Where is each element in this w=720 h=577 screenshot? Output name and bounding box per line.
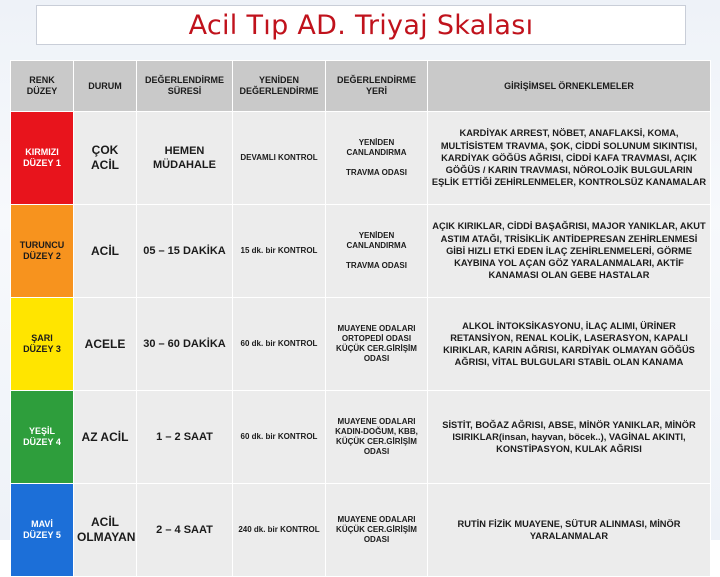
- yer-cell: [326, 112, 428, 205]
- level-cell: [11, 298, 74, 391]
- level-cell: [11, 484, 74, 577]
- header-girisimsel-orneklemeler: GİRİŞİMSEL ÖRNEKLEMELER: [428, 61, 711, 112]
- durum-cell: ÇOK ACİL: [74, 112, 137, 205]
- table-row: [11, 112, 711, 205]
- level-number-label: DÜZEY 1: [23, 158, 61, 168]
- yer-cell: [326, 205, 428, 298]
- sure-cell: 30 – 60 DAKİKA: [137, 298, 233, 391]
- level-number-label: DÜZEY 3: [23, 344, 61, 354]
- yer-primary: YENİDEN CANLANDIRMA: [346, 231, 407, 250]
- sure-cell: 2 – 4 SAAT: [137, 484, 233, 577]
- yer-cell: MUAYENE ODALARI KÜÇÜK CER.GİRİŞİM ODASI: [326, 484, 428, 577]
- yer-secondary: TRAVMA ODASI: [346, 261, 407, 270]
- yeniden-cell: DEVAMLI KONTROL: [233, 112, 326, 205]
- sure-cell: 1 – 2 SAAT: [137, 391, 233, 484]
- durum-cell: ACİL: [74, 205, 137, 298]
- ornek-cell: KARDİYAK ARREST, NÖBET, ANAFLAKSİ, KOMA, MULTİSİSTEM TRAVMA, ŞOK, CİDDİ SOLUNUM SIKINTISI, KARDİYAK GÖĞÜS AĞRISI, CİDDİ KAFA TRAVMASI, AÇIK GÖĞÜS / KARIN TRAVMASI, NÖROLOJİK BULGULARIN EŞLİK ETTİĞİ ZEHİRLENMELER, KONTROLSÜZ KANAMALAR: [428, 112, 711, 205]
- level-color-label: KIRMIZI: [25, 147, 59, 157]
- page-title: Acil Tıp AD. Triyaj Skalası: [188, 9, 534, 41]
- level-color-label: TURUNCU: [19, 240, 65, 250]
- level-number-label: DÜZEY 2: [23, 251, 61, 261]
- yer-secondary: TRAVMA ODASI: [346, 168, 407, 177]
- ornek-cell: AÇIK KIRIKLAR, CİDDİ BAŞAĞRISI, MAJOR YANIKLAR, AKUT ASTIM ATAĞI, TRİSİKLİK ANTİDEPRESAN ZEHİRLENMESİ GİBİ HIZLI ETKİ EDEN İLAÇ ZEHİRLENMELERİ, GÖRME KAYBINA YOL AÇAN GÖZ YARALANMALARI, AKTİF KANAMASI OLAN GEBE HASTALAR: [428, 205, 711, 298]
- sure-cell: HEMEN MÜDAHALE: [137, 112, 233, 205]
- triage-table: [10, 60, 711, 577]
- table-row: [11, 484, 711, 577]
- yeniden-cell: 60 dk. bir KONTROL: [233, 298, 326, 391]
- durum-cell: AZ ACİL: [74, 391, 137, 484]
- header-durum: DURUM: [74, 61, 137, 112]
- sure-cell: 05 – 15 DAKİKA: [137, 205, 233, 298]
- header-degerlendirme-yeri: DEĞERLENDİRME YERİ: [326, 61, 428, 112]
- yer-cell: MUAYENE ODALARI KADIN-DOĞUM, KBB, KÜÇÜK CER.GİRİŞİM ODASI: [326, 391, 428, 484]
- table-row: [11, 298, 711, 391]
- title-box: [36, 5, 686, 45]
- level-number-label: DÜZEY 4: [23, 437, 61, 447]
- level-cell: [11, 112, 74, 205]
- level-color-label: MAVİ: [31, 519, 53, 529]
- table-row: [11, 205, 711, 298]
- durum-cell: ACİL OLMAYAN: [74, 484, 137, 577]
- level-cell: [11, 205, 74, 298]
- level-cell: [11, 391, 74, 484]
- yeniden-cell: 240 dk. bir KONTROL: [233, 484, 326, 577]
- yeniden-cell: 60 dk. bir KONTROL: [233, 391, 326, 484]
- ornek-cell: ALKOL İNTOKSİKASYONU, İLAÇ ALIMI, ÜRİNER RETANSİYON, RENAL KOLİK, LASERASYON, KAPALI KIRIKLAR, KARIN AĞRISI, KARDİYAK OLMAYAN GÖĞÜS AĞRISI, VİTAL BULGULARI STABİL OLAN KANAMA: [428, 298, 711, 391]
- header-yeniden-degerlendirme: YENİDEN DEĞERLENDİRME: [233, 61, 326, 112]
- yer-primary: YENİDEN CANLANDIRMA: [346, 138, 407, 157]
- header-renk-duzey: RENK DÜZEY: [11, 61, 74, 112]
- table-row: [11, 391, 711, 484]
- yeniden-cell: 15 dk. bir KONTROL: [233, 205, 326, 298]
- durum-cell: ACELE: [74, 298, 137, 391]
- table-header-row: [11, 61, 711, 112]
- level-color-label: ŞARI: [31, 333, 53, 343]
- level-number-label: DÜZEY 5: [23, 530, 61, 540]
- ornek-cell: RUTİN FİZİK MUAYENE, SÜTUR ALINMASI, MİNÖR YARALANMALAR: [428, 484, 711, 577]
- header-degerlendirme-suresi: DEĞERLENDİRME SÜRESİ: [137, 61, 233, 112]
- yer-cell: MUAYENE ODALARI ORTOPEDİ ODASI KÜÇÜK CER.GİRİŞİM ODASI: [326, 298, 428, 391]
- level-color-label: YEŞİL: [28, 426, 55, 436]
- ornek-cell: SİSTİT, BOĞAZ AĞRISI, ABSE, MİNÖR YANIKLAR, MİNÖR ISIRIKLAR(insan, hayvan, böcek..), VAGİNAL AKINTI, KONSTİPASYON, KULAK AĞRISI: [428, 391, 711, 484]
